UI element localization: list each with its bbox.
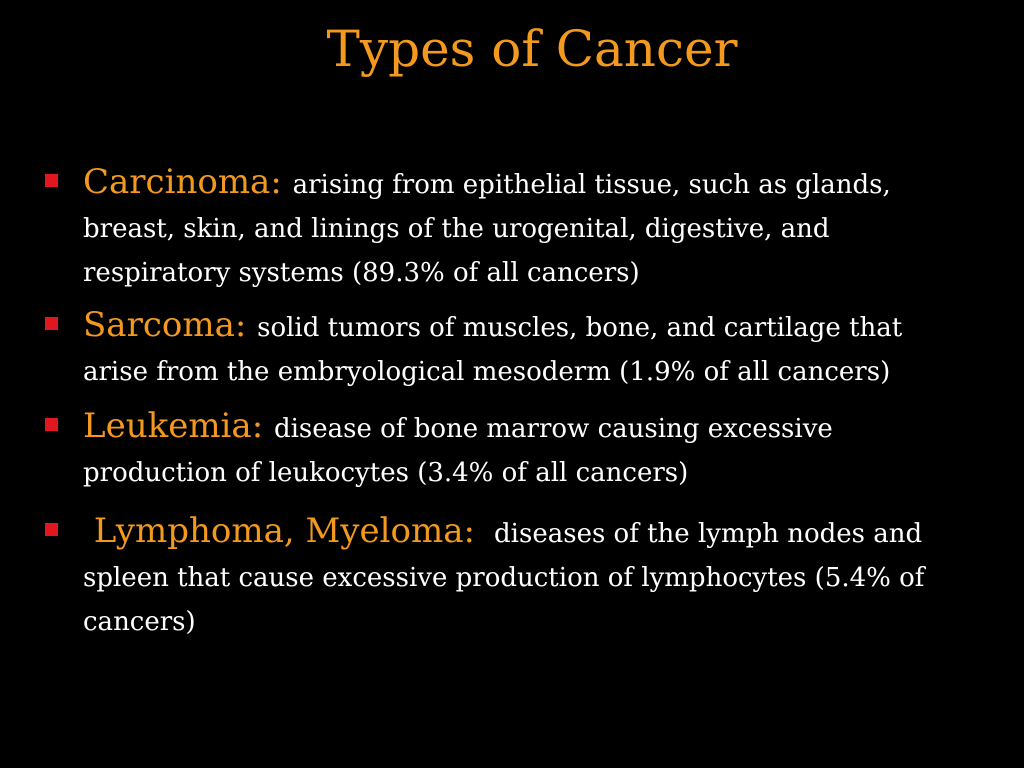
bullet-item-leukemia bbox=[45, 404, 955, 495]
bullet-description: disease of bone marrow causing excessive production of leukocytes (3.4% of all cancers) bbox=[83, 414, 833, 488]
bullet-description: solid tumors of muscles, bone, and cartilage that arise from the embryological mesoderm (1.9% of all cancers) bbox=[83, 313, 903, 387]
square-bullet-icon bbox=[45, 418, 58, 431]
bullet-item-carcinoma bbox=[45, 160, 955, 295]
bullet-term: Sarcoma: bbox=[83, 305, 258, 345]
bullet-item-sarcoma bbox=[45, 303, 955, 394]
slide-title: Types of Cancer bbox=[326, 20, 738, 78]
bullet-item-lymphoma-myeloma bbox=[45, 509, 955, 644]
bullet-description: diseases of the lymph nodes and spleen that cause excessive production of lymphocytes (5.4% of cancers) bbox=[83, 519, 925, 637]
square-bullet-icon bbox=[45, 317, 58, 330]
square-bullet-icon bbox=[45, 523, 58, 536]
bullet-description: arising from epithelial tissue, such as glands, breast, skin, and linings of the urogenital, digestive, and respiratory systems (89.3% of all cancers) bbox=[83, 170, 891, 288]
bullet-term: Leukemia: bbox=[83, 406, 274, 446]
bullet-term: Carcinoma: bbox=[83, 162, 293, 202]
bullet-list bbox=[45, 160, 955, 654]
square-bullet-icon bbox=[45, 174, 58, 187]
bullet-term: Lymphoma, Myeloma: bbox=[83, 511, 486, 551]
